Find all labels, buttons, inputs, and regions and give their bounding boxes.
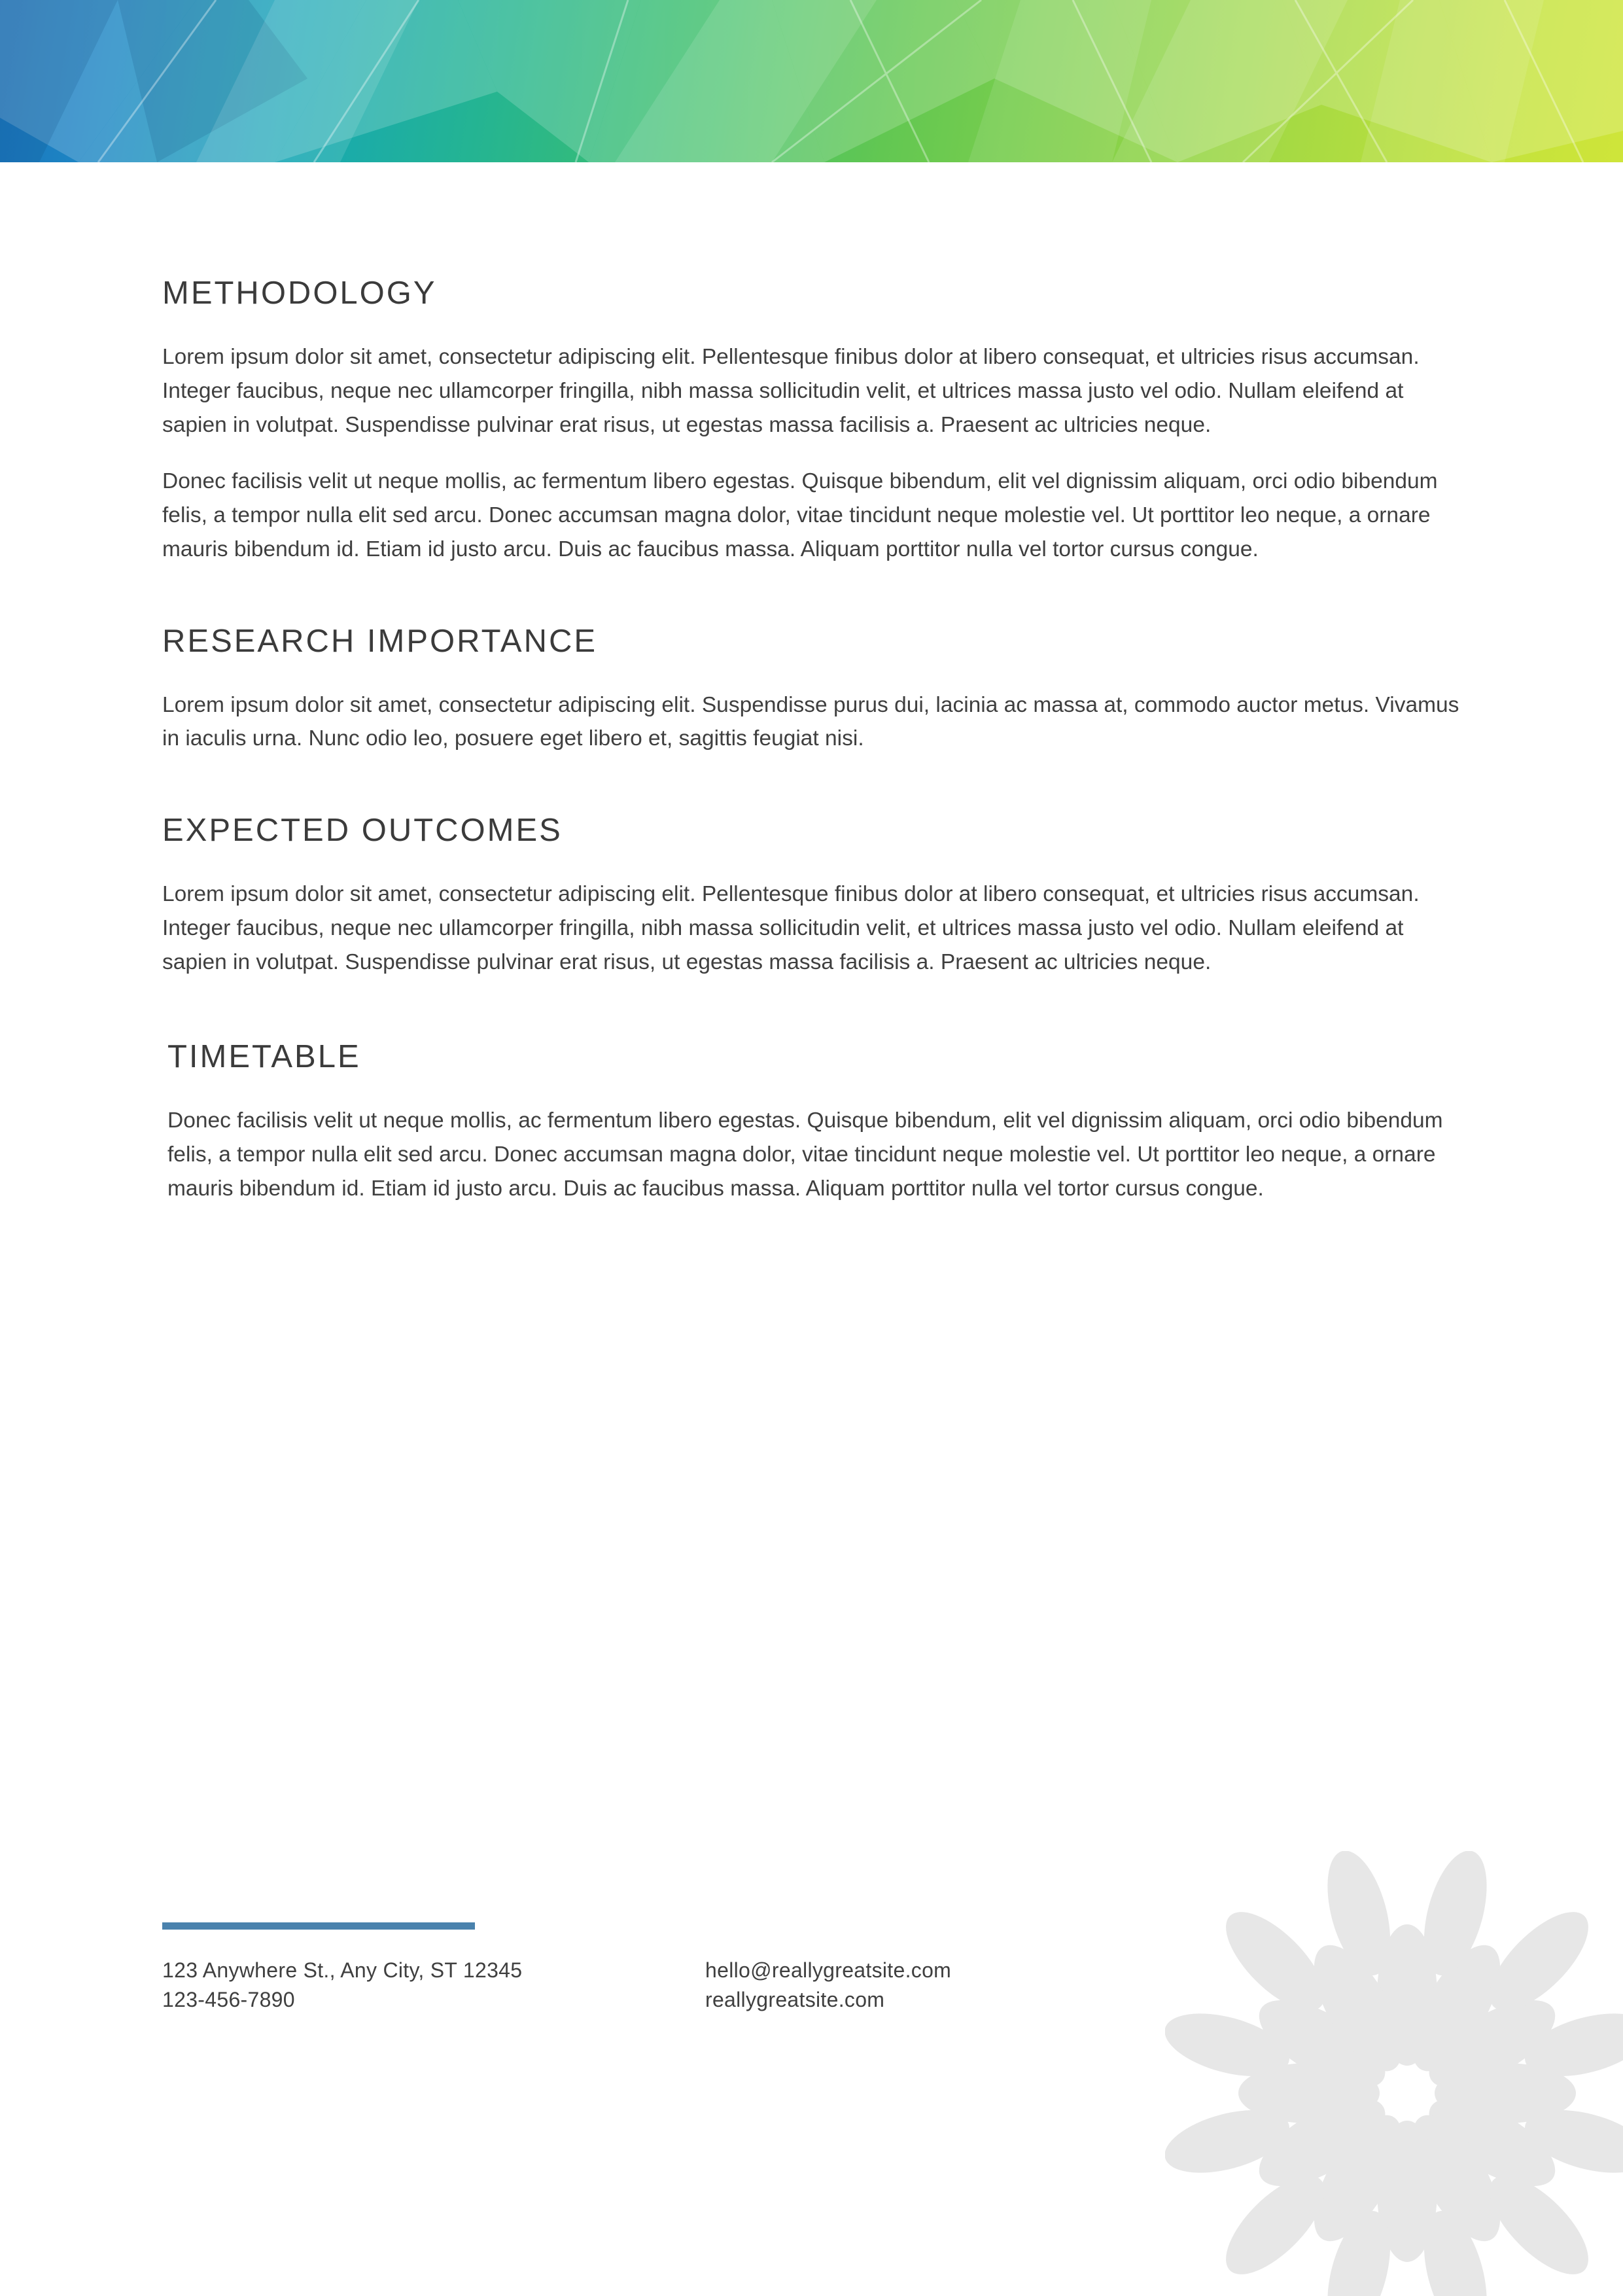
section-title-research-importance: RESEARCH IMPORTANCE	[162, 623, 598, 659]
section-title-expected-outcomes: EXPECTED OUTCOMES	[162, 813, 563, 849]
decorative-flower-motif	[1165, 1851, 1623, 2296]
section-title-timetable: TIMETABLE	[167, 1039, 361, 1075]
footer-email[interactable]: hello@reallygreatsite.com	[705, 1958, 952, 1982]
footer-address: 123 Anywhere St., Any City, ST 12345	[162, 1958, 523, 1982]
document-body	[162, 275, 1471, 1206]
footer-phone: 123-456-7890	[162, 1988, 295, 2012]
section-paragraph: Donec facilisis velit ut neque mollis, ac fermentum libero egestas. Quisque bibendum, elit vel dignissim aliquam, orci odio bibendum felis, a tempor nulla elit sed arcu. Donec accumsan magna dolor, vitae tincidunt neque molestie vel. Ut porttitor leo neque, a ornare mauris bibendum id. Etiam id justo arcu. Duis ac faucibus massa. Aliquam porttitor nulla vel tortor cursus congue.	[162, 468, 1438, 561]
footer-divider	[162, 1922, 475, 1930]
section-paragraph: Lorem ipsum dolor sit amet, consectetur adipiscing elit. Pellentesque finibus dolor at libero consequat, et ultricies risus accumsan. Integer faucibus, neque nec ullamcorper fringilla, nibh massa sollicitudin velit, et ultrices massa justo vel odio. Nullam eleifend at sapien in volutpat. Suspendisse pulvinar erat risus, ut egestas massa facilisis a. Praesent ac ultricies neque.	[162, 345, 1420, 437]
decorative-gradient-banner	[0, 0, 1623, 162]
footer-contact-right	[705, 1956, 951, 2015]
section-paragraph: Lorem ipsum dolor sit amet, consectetur adipiscing elit. Suspendisse purus dui, lacinia ac massa at, commodo auctor metus. Vivamus in iaculis urna. Nunc odio leo, posuere eget libero et, sagittis feugiat nisi.	[162, 692, 1459, 751]
section-research-importance	[162, 623, 1471, 756]
section-title-methodology: METHODOLOGY	[162, 275, 437, 311]
section-timetable	[162, 1038, 1471, 1206]
section-methodology	[162, 275, 1471, 567]
section-paragraph: Donec facilisis velit ut neque mollis, ac fermentum libero egestas. Quisque bibendum, elit vel dignissim aliquam, orci odio bibendum felis, a tempor nulla elit sed arcu. Donec accumsan magna dolor, vitae tincidunt neque molestie vel. Ut porttitor leo neque, a ornare mauris bibendum id. Etiam id justo arcu. Duis ac faucibus massa. Aliquam porttitor nulla vel tortor cursus congue.	[167, 1108, 1443, 1201]
flower-petals-icon	[1165, 1851, 1623, 2296]
footer-website[interactable]: reallygreatsite.com	[705, 1988, 885, 2012]
banner-polygon-pattern	[0, 0, 1623, 162]
footer-contact-left	[162, 1956, 705, 2015]
section-paragraph: Lorem ipsum dolor sit amet, consectetur adipiscing elit. Pellentesque finibus dolor at libero consequat, et ultricies risus accumsan. Integer faucibus, neque nec ullamcorper fringilla, nibh massa sollicitudin velit, et ultrices massa justo vel odio. Nullam eleifend at sapien in volutpat. Suspendisse pulvinar erat risus, ut egestas massa facilisis a. Praesent ac ultricies neque.	[162, 882, 1420, 975]
section-expected-outcomes	[162, 812, 1471, 980]
